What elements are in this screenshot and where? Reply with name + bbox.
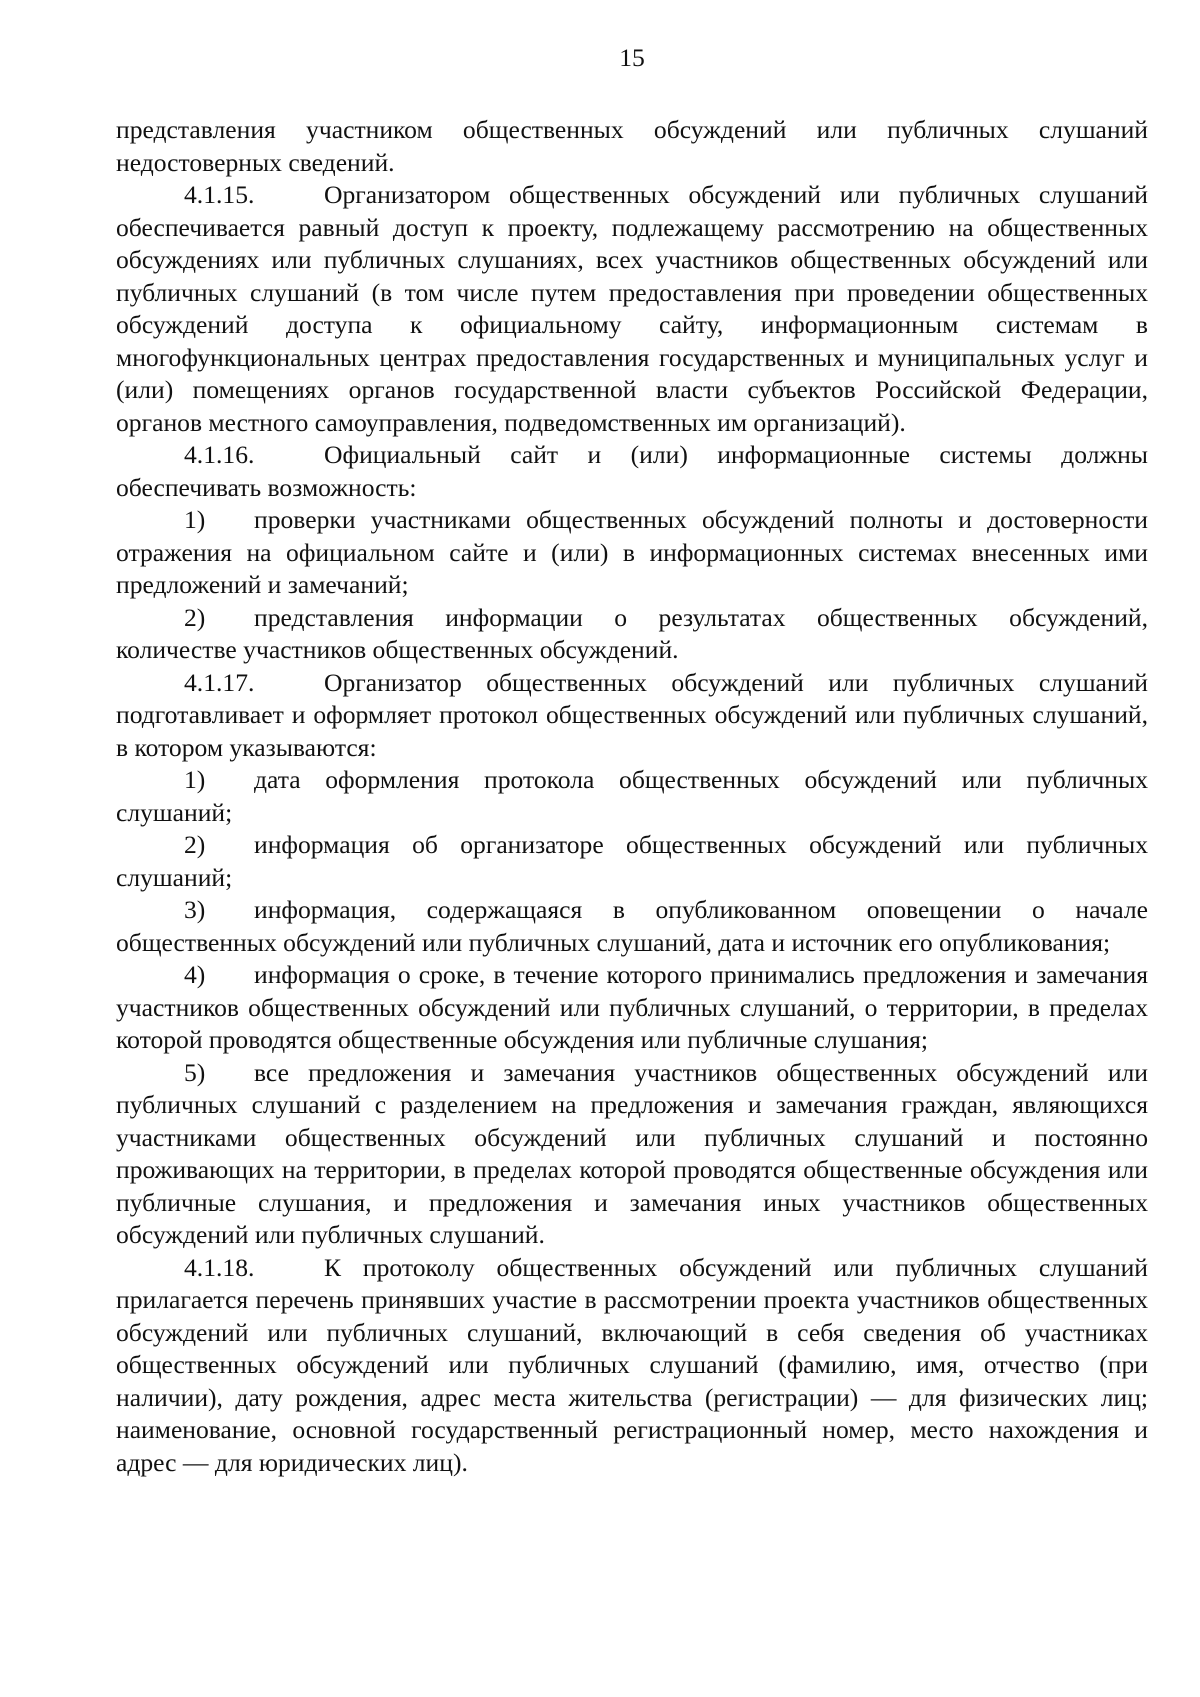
clause-4-1-17	[116, 667, 1148, 765]
clause-number: 4.1.17.	[184, 667, 255, 697]
list-item-4-1-17-5	[116, 1057, 1148, 1252]
paragraph-text: информация об организаторе общественных обсуждений или публичных слушаний;	[116, 830, 1148, 892]
list-item-4-1-16-2	[116, 602, 1148, 667]
paragraph-text: Организатором общественных обсуждений или публичных слушаний обеспечивается равный доступ к проекту, подлежащему рассмотрению на общественных обсуждениях или публичных слушаниях, всех участников общественных обсуждений или публичных слушаний (в том числе путем предоставления при проведении общественных обсуждений доступа к официальному сайту, информационным системам в многофункциональных центрах предоставления государственных и муниципальных услуг и (или) помещениях органов государственной власти субъектов Российской Федерации, органов местного самоуправления, подведомственных им организаций).	[116, 180, 1148, 437]
paragraph-text: Организатор общественных обсуждений или публичных слушаний подготавливает и оформляет протокол общественных обсуждений или публичных слушаний, в котором указываются:	[116, 667, 1148, 762]
clause-number: 4.1.15.	[184, 180, 255, 209]
list-item-4-1-17-1	[116, 764, 1148, 829]
paragraph-text: все предложения и замечания участников общественных обсуждений или публичных слушаний с разделением на предложения и замечания граждан, являющихся участниками общественных обсуждений или публичных слушаний и постоянно проживающих на территории, в пределах которой проводятся общественные обсуждения или публичные слушания, и предложения и замечания иных участников общественных обсуждений или публичных слушаний.	[116, 1057, 1148, 1249]
page-number: 15	[619, 43, 645, 72]
paragraph-text: информация о сроке, в течение которого принимались предложения и замечания участников общественных обсуждений или публичных слушаний, о территории, в пределах которой проводятся общественные обсуждения или публичные слушания;	[116, 960, 1148, 1054]
item-number: 2)	[184, 830, 206, 859]
paragraph-text: дата оформления протокола общественных обсуждений или публичных слушаний;	[116, 765, 1148, 827]
paragraph-continuation	[116, 114, 1148, 179]
list-item-4-1-17-2	[116, 829, 1148, 894]
paragraph-text: представления участником общественных обсуждений или публичных слушаний недостоверных сведений.	[116, 115, 1148, 177]
clause-number: 4.1.18.	[184, 1252, 255, 1282]
clause-4-1-18	[116, 1252, 1148, 1480]
item-number: 1)	[184, 505, 206, 534]
document-body	[116, 114, 1148, 1479]
item-number: 5)	[184, 1057, 206, 1087]
item-number: 1)	[184, 765, 206, 794]
list-item-4-1-17-4	[116, 959, 1148, 1057]
paragraph-text: Официальный сайт и (или) информационные системы должны обеспечивать возможность:	[116, 440, 1148, 502]
clause-number: 4.1.16.	[184, 440, 255, 469]
paragraph-text: информация, содержащаяся в опубликованном оповещении о начале общественных обсуждений или публичных слушаний, дата и источник его опубликования;	[116, 895, 1148, 957]
clause-4-1-15	[116, 179, 1148, 439]
list-item-4-1-16-1	[116, 504, 1148, 602]
item-number: 4)	[184, 960, 206, 989]
item-number: 2)	[184, 602, 206, 632]
item-number: 3)	[184, 895, 206, 924]
clause-4-1-16	[116, 439, 1148, 504]
paragraph-text: К протоколу общественных обсуждений или публичных слушаний прилагается перечень принявших участие в рассмотрении проекта участников общественных обсуждений или публичных слушаний, включающий в себя сведения об участниках общественных обсуждений или публичных слушаний (фамилию, имя, отчество (при наличии), дату рождения, адрес места жительства (регистрации) — для физических лиц; наименование, основной государственный регистрационный номер, место нахождения и адрес — для юридических лиц).	[116, 1252, 1148, 1477]
paragraph-text: представления информации о результатах общественных обсуждений, количестве участников общественных обсуждений.	[116, 602, 1148, 664]
paragraph-text: проверки участниками общественных обсуждений полноты и достоверности отражения на официальном сайте и (или) в информационных системах внесенных ими предложений и замечаний;	[116, 505, 1148, 599]
list-item-4-1-17-3	[116, 894, 1148, 959]
